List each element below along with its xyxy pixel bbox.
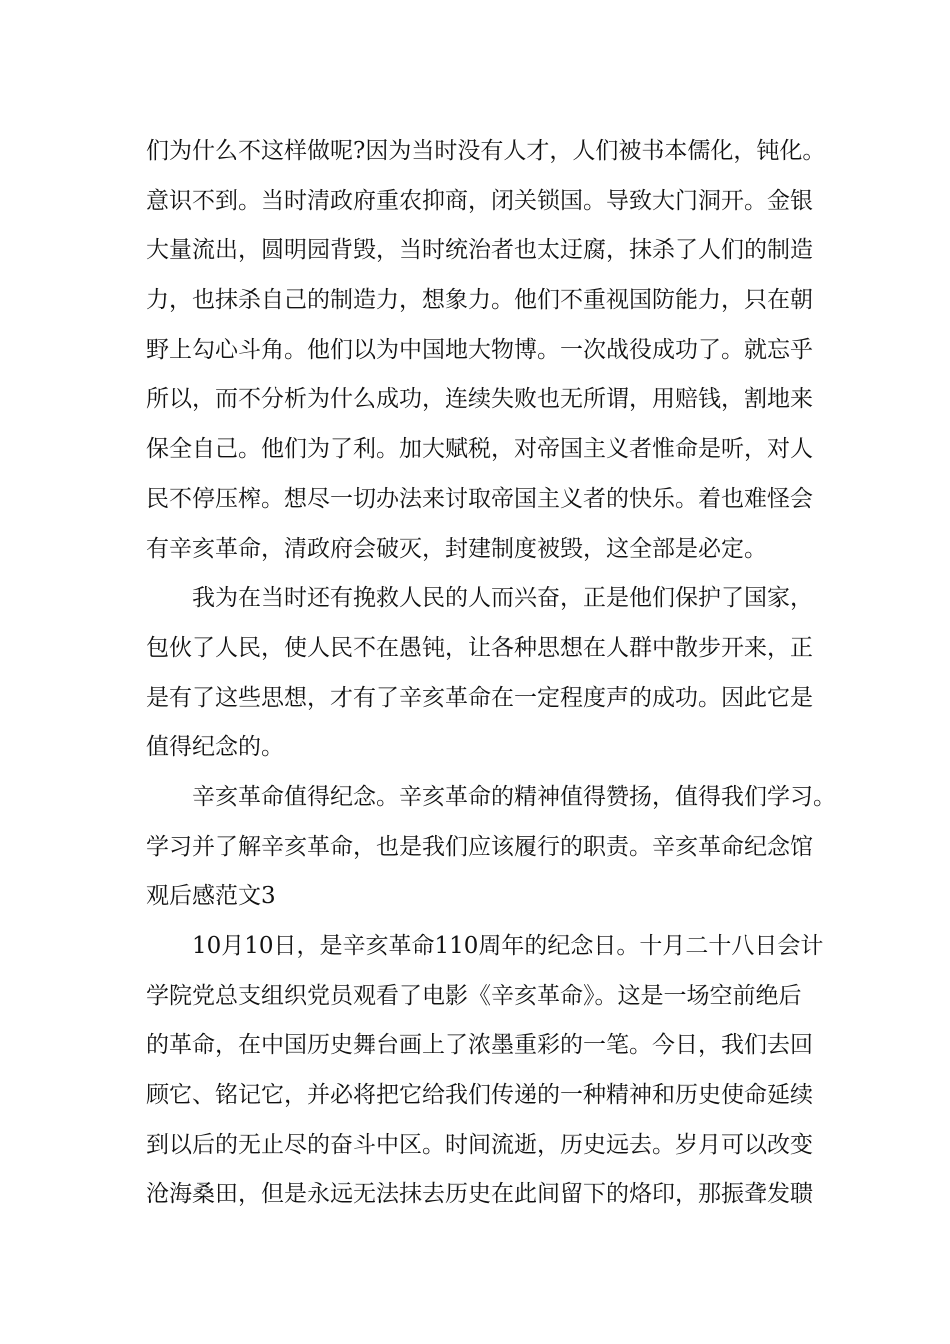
text-line: 我为在当时还有挽救人民的人而兴奋，正是他们保护了国家， [192,585,813,612]
text-line: 们为什么不这样做呢?因为当时没有人才，人们被书本儒化，钝化。 [146,138,826,164]
text-line: 意识不到。当时清政府重农抑商，闭关锁国。导致大门洞开。金银 [146,187,813,214]
text-line: 包伙了人民，使人民不在愚钝，让各种思想在人群中散步开来，正 [146,634,813,661]
text-line: 大量流出，圆明园背毁，当时统治者也太迂腐，抹杀了人们的制造 [146,237,813,264]
text-line: 学习并了解辛亥革命，也是我们应该履行的职责。辛亥革命纪念馆 [146,833,813,860]
text-line: 观后感范文3 [146,883,276,910]
text-line: 到以后的无止尽的奋斗中区。时间流逝，历史远去。岁月可以改变 [146,1131,813,1158]
text-line: 的革命，在中国历史舞台画上了浓墨重彩的一笔。今日，我们去回 [146,1032,813,1059]
text-line: 值得纪念的。 [146,734,284,761]
paragraph-3 [146,773,836,922]
paragraph-2 [146,574,826,773]
paragraph-1 [146,127,826,574]
text-line: 沧海桑田，但是永远无法抹去历史在此间留下的烙印，那振聋发聩 [146,1181,813,1208]
text-line: 民不停压榨。想尽一切办法来讨取帝国主义者的快乐。着也难怪会 [146,485,813,512]
text-line: 有辛亥革命，清政府会破灭，封建制度被毁，这全部是必定。 [146,535,767,562]
text-line: 野上勾心斗角。他们以为中国地大物博。一次战役成功了。就忘乎 [146,336,813,363]
text-line: 辛亥革命值得纪念。辛亥革命的精神值得赞扬，值得我们学习。 [192,783,836,810]
text-line: 所以，而不分析为什么成功，连续失败也无所谓，用赔钱，割地来 [146,386,813,413]
text-line: 保全自己。他们为了利。加大赋税，对帝国主义者惟命是听，对人 [146,436,813,463]
paragraph-4 [146,922,826,1220]
text-line: 力，也抹杀自己的制造力，想象力。他们不重视国防能力，只在朝 [146,287,813,314]
text-line: 顾它、铭记它，并必将把它给我们传递的一种精神和历史使命延续 [146,1082,813,1109]
text-line: 是有了这些思想，才有了辛亥革命在一定程度声的成功。因此它是 [146,684,813,711]
document-body [146,127,836,1220]
text-line: 学院党总支组织党员观看了电影《辛亥革命》。这是一场空前绝后 [146,982,802,1009]
text-line: 10月10日，是辛亥革命110周年的纪念日。十月二十八日会计 [192,933,824,959]
